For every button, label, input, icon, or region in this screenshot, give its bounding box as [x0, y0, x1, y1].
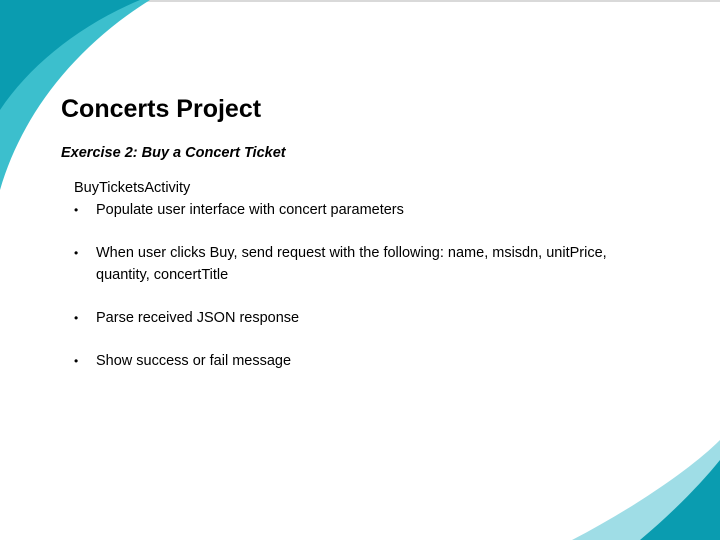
- bullet-text: Parse received JSON response: [96, 310, 300, 326]
- bullet-icon: •: [74, 203, 79, 217]
- bullet-icon: •: [74, 246, 79, 260]
- bullet-item: [74, 307, 674, 329]
- activity-name: BuyTicketsActivity: [74, 180, 191, 196]
- slide-subtitle: Exercise 2: Buy a Concert Ticket: [61, 145, 286, 161]
- bullet-icon: •: [74, 354, 79, 368]
- slide-title: Concerts Project: [61, 95, 262, 123]
- bullet-text: Populate user interface with concert parameters: [96, 202, 404, 218]
- bullet-text: When user clicks Buy, send request with the following: name, msisdn, unitPrice, quantity, concertTitle: [96, 245, 607, 283]
- bullet-item: [74, 242, 674, 286]
- bullet-icon: •: [74, 311, 79, 325]
- bullet-item: [74, 199, 674, 221]
- slide-body: [74, 178, 674, 393]
- bullet-list: [74, 199, 674, 372]
- bullet-item: [74, 350, 674, 372]
- bullet-text: Show success or fail message: [96, 353, 292, 369]
